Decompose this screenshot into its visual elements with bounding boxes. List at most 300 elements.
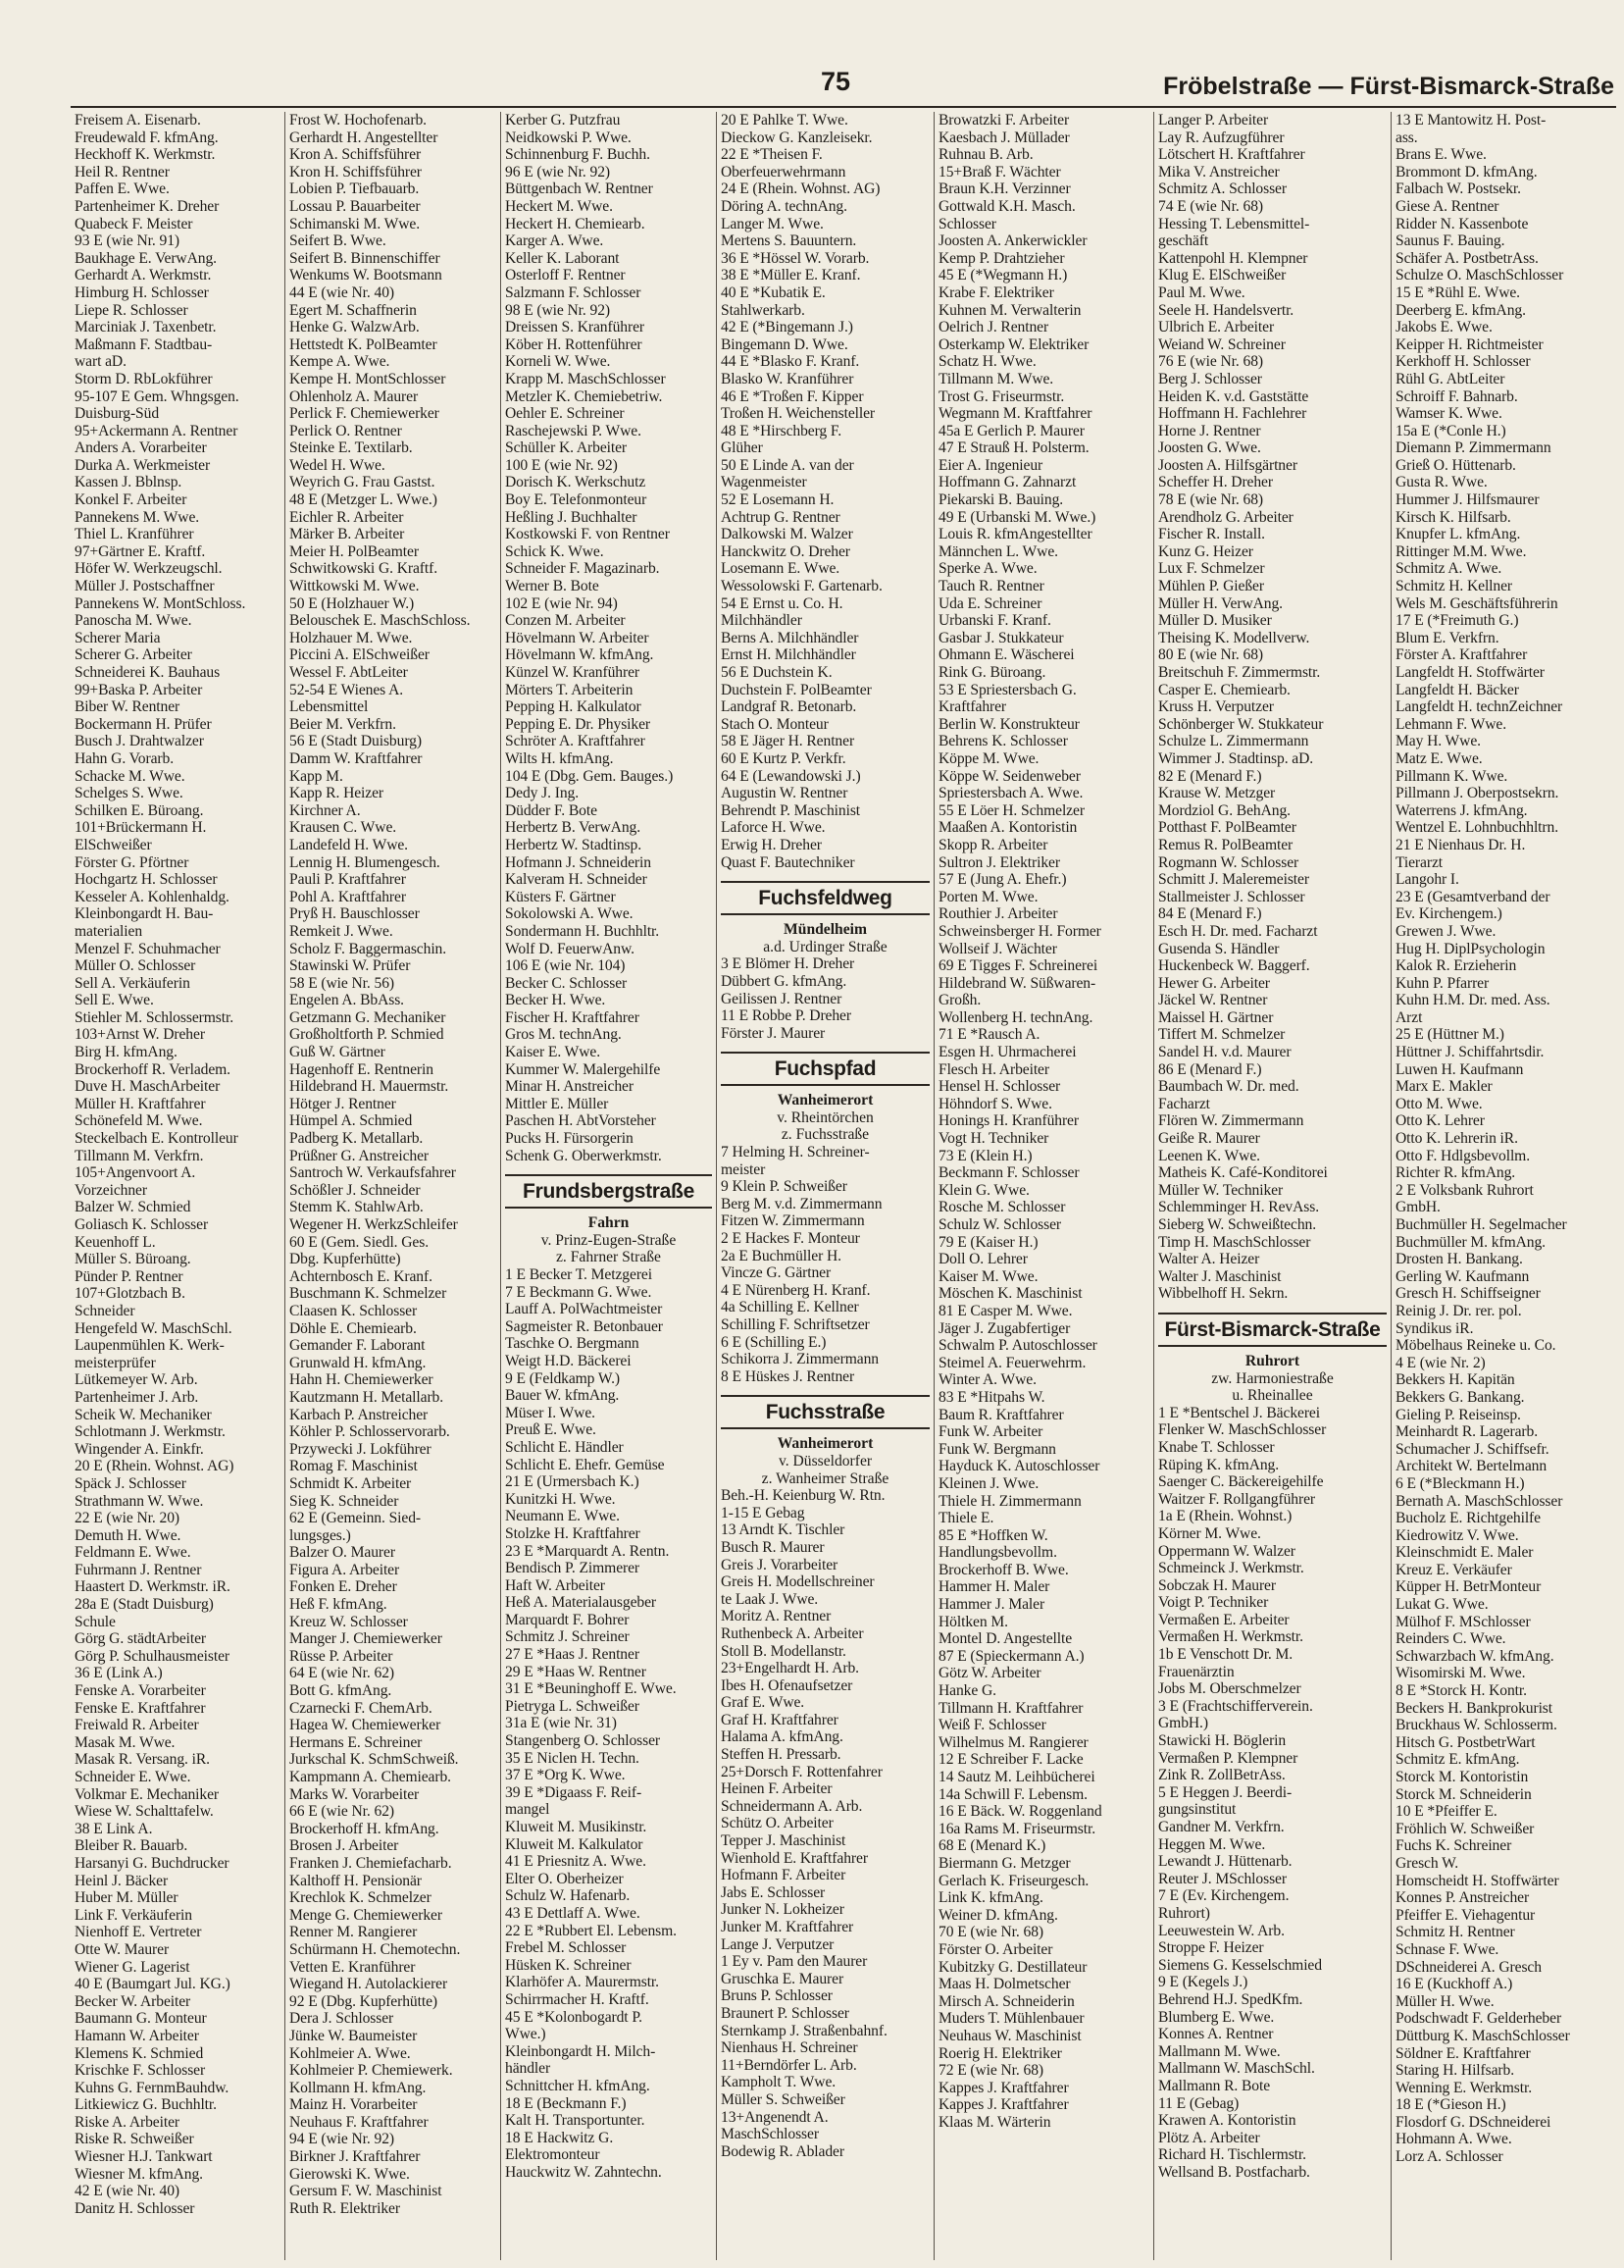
directory-entry: Timp H. MaschSchlosser xyxy=(1158,1233,1311,1251)
directory-entry: 6 E (Schilling E.) xyxy=(721,1333,827,1351)
directory-entry: Biber W. Rentner xyxy=(75,698,180,716)
directory-entry: gungsinstitut xyxy=(1158,1801,1237,1819)
directory-entry: Lobien P. Tiefbauarb. xyxy=(289,180,420,198)
directory-entry: Freudewald F. kfmAng. xyxy=(75,129,219,146)
directory-entry: Erwig H. Dreher xyxy=(721,836,822,853)
directory-entry: Lange J. Verputzer xyxy=(721,1935,835,1953)
directory-entry: Waitzer F. Rollgangführer xyxy=(1158,1490,1315,1508)
directory-entry: Vermaßen P. Klempner xyxy=(1158,1749,1298,1767)
directory-entry: Guß W. Gärtner xyxy=(289,1044,385,1061)
directory-entry: Gruschka E. Maurer xyxy=(721,1970,844,1987)
directory-entry: 36 E (Link A.) xyxy=(75,1665,163,1682)
directory-entry: 10 E *Pfeiffer E. xyxy=(1396,1803,1497,1821)
directory-entry: 22 E *Rubbert El. Lebensm. xyxy=(505,1922,677,1939)
district-name: Fahrn xyxy=(587,1214,630,1232)
directory-entry: Richard H. Tischlermstr. xyxy=(1158,2146,1306,2164)
directory-entry: Flenker W. MaschSchlosser xyxy=(1158,1421,1327,1439)
directory-entry: Klarhöfer A. Maurermstr. xyxy=(505,1974,659,1991)
directory-entry: Tauch R. Rentner xyxy=(939,578,1044,595)
directory-entry: 54 E Ernst u. Co. H. xyxy=(721,594,843,612)
directory-entry: Berg M. v.d. Zimmermann xyxy=(721,1195,883,1212)
directory-entry: 71 E *Rausch A. xyxy=(939,1026,1040,1044)
directory-entry: Mittler E. Müller xyxy=(505,1095,609,1112)
directory-entry: Porten M. Wwe. xyxy=(939,888,1039,905)
directory-entry: Wollenberg H. technAng. xyxy=(939,1008,1093,1026)
directory-entry: Kuhns G. FernmBauhdw. xyxy=(75,2079,229,2096)
page-number: 75 xyxy=(820,67,851,96)
directory-entry: 25+Dorsch F. Rottenfahrer xyxy=(721,1763,883,1780)
directory-entry: 18 E (Beckmann F.) xyxy=(505,2094,627,2112)
directory-entry: Konnes P. Anstreicher xyxy=(1396,1889,1530,1907)
directory-entry: Junker N. Lokheizer xyxy=(721,1901,844,1919)
directory-entry: Figura A. Arbeiter xyxy=(289,1561,400,1578)
directory-entry: Baumann G. Monteur xyxy=(75,2010,207,2028)
directory-entry: Schwitkowski G. Kraftf. xyxy=(289,560,438,578)
directory-entry: Prüßner G. Anstreicher xyxy=(289,1147,430,1164)
directory-entry: 48 E *Hirschberg F. xyxy=(721,422,842,439)
directory-entry: Hagenhoff E. Rentnerin xyxy=(289,1060,433,1078)
directory-entry: Vincze G. Gärtner xyxy=(721,1264,832,1282)
directory-entry: Louis R. kfmAngestellter xyxy=(939,526,1092,543)
directory-entry: Bodewig R. Ablader xyxy=(721,2142,844,2160)
directory-entry: Homscheidt H. Stoffwärter xyxy=(1396,1872,1559,1889)
directory-entry: 17 E (*Freimuth G.) xyxy=(1396,612,1519,630)
directory-entry: te Laak J. Wwe. xyxy=(721,1590,819,1608)
directory-entry: 22 E (wie Nr. 20) xyxy=(75,1510,179,1527)
directory-entry: Duve H. MaschArbeiter xyxy=(75,1078,221,1096)
directory-entry: mangel xyxy=(505,1801,550,1819)
directory-entry: 15 E *Rühl E. Wwe. xyxy=(1396,284,1520,301)
directory-entry: 73 E (Klein H.) xyxy=(939,1147,1033,1164)
directory-entry: Siemens G. Kesselschmied xyxy=(1158,1956,1322,1974)
directory-entry: Troßen H. Weichensteller xyxy=(721,405,876,423)
directory-entry: Ohlenholz A. Maurer xyxy=(289,387,419,405)
directory-entry: Dedy J. Ing. xyxy=(505,785,580,802)
directory-entry: 38 E Link A. xyxy=(75,1820,153,1837)
directory-entry: Görg G. städtArbeiter xyxy=(75,1630,207,1648)
directory-entry: Pietryga L. Schweißer xyxy=(505,1697,639,1715)
directory-entry: Sobczak H. Maurer xyxy=(1158,1576,1276,1594)
directory-entry: Joosten A. Hilfsgärtner xyxy=(1158,456,1297,474)
directory-entry: Elter O. Oberheizer xyxy=(505,1870,624,1887)
directory-entry: Remkeit J. Wwe. xyxy=(289,922,393,940)
directory-entry: Mordziol G. BehAng. xyxy=(1158,801,1291,819)
directory-entry: Hammer H. Maler xyxy=(939,1578,1050,1596)
directory-entry: Browatzki F. Arbeiter xyxy=(939,112,1070,129)
directory-entry: Hessing T. Lebensmittel- xyxy=(1158,215,1310,232)
directory-entry: Quast F. Bautechniker xyxy=(721,853,855,871)
directory-entry: Höhndorf S. Wwe. xyxy=(939,1095,1052,1112)
directory-entry: Thiel L. Kranführer xyxy=(75,526,194,543)
directory-entry: Kerkhoff H. Schlosser xyxy=(1396,353,1531,371)
directory-entry: Schönberger W. Stukkateur xyxy=(1158,715,1324,733)
directory-entry: Wellsand B. Postfacharb. xyxy=(1158,2163,1310,2181)
directory-entry: Joosten G. Wwe. xyxy=(1158,439,1261,457)
directory-column-3 xyxy=(500,112,716,2260)
directory-entry: 83 E *Hitpahs W. xyxy=(939,1388,1045,1406)
directory-entry: 105+Angenvoort A. xyxy=(75,1164,196,1182)
directory-entry: Birg H. kfmAng. xyxy=(75,1044,178,1061)
directory-entry: Feldmann E. Wwe. xyxy=(75,1544,191,1562)
directory-entry: 52 E Losemann H. xyxy=(721,491,835,509)
directory-entry: Müller S. Büroang. xyxy=(75,1251,191,1268)
directory-entry: Hövelmann W. kfmAng. xyxy=(505,646,654,664)
directory-entry: 52-54 E Wienes A. xyxy=(289,681,404,698)
directory-entry: Schweinsberger H. Former xyxy=(939,922,1101,940)
directory-entry: Grewen J. Wwe. xyxy=(1396,922,1497,940)
directory-entry: Wwe.) xyxy=(505,2026,546,2043)
directory-entry: Ruhnau B. Arb. xyxy=(939,146,1034,164)
directory-entry: Kummer W. Malergehilfe xyxy=(505,1060,661,1078)
directory-entry: Casper E. Chemiearb. xyxy=(1158,681,1291,698)
directory-entry: Lehmann F. Wwe. xyxy=(1396,715,1507,733)
directory-entry: Mertens S. Bauuntern. xyxy=(721,232,857,250)
directory-entry: 106 E (wie Nr. 104) xyxy=(505,957,626,975)
directory-entry: Routhier J. Arbeiter xyxy=(939,905,1058,923)
directory-entry: Voigt P. Techniker xyxy=(1158,1594,1269,1612)
directory-entry: Zink R. ZollBetrAss. xyxy=(1158,1767,1286,1784)
directory-entry: Schneider xyxy=(75,1302,135,1319)
directory-entry: Jabs E. Schlosser xyxy=(721,1883,826,1901)
directory-entry: 57 E (Jung A. Ehefr.) xyxy=(939,871,1067,889)
directory-entry: Keipper H. Richtmeister xyxy=(1396,335,1544,353)
directory-entry: Kerber G. Putzfrau xyxy=(505,112,621,129)
directory-entry: Kapp R. Heizer xyxy=(289,785,384,802)
directory-entry: Krause W. Metzger xyxy=(1158,785,1276,802)
directory-entry: Kaesbach J. Müllader xyxy=(939,129,1070,146)
directory-entry: Schule xyxy=(75,1613,116,1630)
directory-entry: Gersum F. W. Maschinist xyxy=(289,2183,442,2200)
directory-entry: Marx E. Makler xyxy=(1396,1078,1493,1096)
directory-entry: Gasbar J. Stukkateur xyxy=(939,629,1064,646)
directory-entry: Fenske E. Kraftfahrer xyxy=(75,1699,206,1717)
directory-entry: Müller S. Schweißer xyxy=(721,2090,845,2108)
directory-entry: Kleinschmidt E. Maler xyxy=(1396,1544,1534,1562)
street-range-note: v. Rheintörchen xyxy=(777,1108,874,1126)
directory-entry: Honings H. Kranführer xyxy=(939,1112,1079,1130)
directory-entry: Laforce H. Wwe. xyxy=(721,819,826,837)
directory-entry: Rüping K. kfmAng. xyxy=(1158,1456,1280,1473)
directory-entry: Oehler E. Schreiner xyxy=(505,405,625,423)
directory-entry: Wiener G. Lagerist xyxy=(75,1958,190,1976)
directory-entry: Riske R. Schweißer xyxy=(75,2131,194,2148)
directory-entry: Stallmeister J. Schlosser xyxy=(1158,888,1305,905)
directory-entry: Ruthenbeck A. Arbeiter xyxy=(721,1624,864,1642)
directory-entry: Schwalm P. Autoschlosser xyxy=(939,1337,1097,1355)
directory-entry: Männchen L. Wwe. xyxy=(939,542,1058,560)
directory-entry: Görg P. Schulhausmeister xyxy=(75,1647,230,1665)
directory-entry: 8 E *Storck H. Kontr. xyxy=(1396,1682,1527,1700)
directory-entry: 76 E (wie Nr. 68) xyxy=(1158,353,1263,371)
directory-entry: Schnittcher H. kfmAng. xyxy=(505,2077,650,2094)
directory-entry: 44 E (wie Nr. 40) xyxy=(289,284,394,301)
directory-entry: Claasen K. Schlosser xyxy=(289,1302,418,1319)
directory-entry: Hanckwitz O. Dreher xyxy=(721,542,850,560)
directory-entry: Maas H. Dolmetscher xyxy=(939,1976,1071,1993)
directory-entry: 18 E (*Gieson H.) xyxy=(1396,2096,1506,2114)
directory-entry: Grunwald H. kfmAng. xyxy=(289,1354,427,1371)
directory-entry: Ernst H. Milchhändler xyxy=(721,646,856,664)
directory-entry: 47 E Strauß H. Polsterm. xyxy=(939,439,1090,457)
directory-entry: 60 E (Gem. Siedl. Ges. xyxy=(289,1233,430,1251)
directory-entry: 3 E (Frachtschifferverein. xyxy=(1158,1697,1313,1715)
directory-entry: Geilissen J. Rentner xyxy=(721,990,842,1007)
directory-entry: Matz E. Wwe. xyxy=(1396,749,1483,767)
directory-entry: Esgen H. Uhrmacherei xyxy=(939,1044,1077,1061)
district-name: Ruhrort xyxy=(1244,1352,1300,1369)
directory-entry: Hohmann A. Wwe. xyxy=(1396,2131,1512,2148)
directory-entry: lungsges.) xyxy=(289,1526,351,1544)
directory-entry: Demuth H. Wwe. xyxy=(75,1526,181,1544)
directory-entry: 25 E (Hüttner M.) xyxy=(1396,1026,1504,1044)
directory-entry: 46 E *Troßen F. Kipper xyxy=(721,387,864,405)
directory-entry: Giese A. Rentner xyxy=(1396,197,1499,215)
directory-entry: Haastert D. Werkmstr. iR. xyxy=(75,1578,230,1596)
directory-entry: Padberg K. Metallarb. xyxy=(289,1130,424,1148)
directory-entry: Moritz A. Rentner xyxy=(721,1608,832,1625)
directory-entry: Handlungsbevollm. xyxy=(939,1544,1057,1562)
directory-entry: Mainz H. Vorarbeiter xyxy=(289,2096,418,2114)
directory-entry: Kluweit M. Kalkulator xyxy=(505,1835,643,1853)
directory-entry: 14 Sautz M. Leihbücherei xyxy=(939,1769,1095,1785)
directory-entry: Müller H. Kraftfahrer xyxy=(75,1095,206,1112)
directory-entry: Schimanski M. Wwe. xyxy=(289,215,421,232)
directory-entry: Kirsch K. Hilfsarb. xyxy=(1396,508,1511,526)
directory-entry: 95+Ackermann A. Rentner xyxy=(75,422,238,439)
directory-entry: Hettstedt K. PolBeamter xyxy=(289,335,437,353)
directory-entry: Beckmann F. Schlosser xyxy=(939,1164,1080,1182)
directory-entry: Lorz A. Schlosser xyxy=(1396,2148,1503,2166)
directory-entry: meister xyxy=(721,1160,766,1178)
directory-entry: Lay R. Aufzugführer xyxy=(1158,129,1285,146)
directory-entry: Boy E. Telefonmonteur xyxy=(505,491,647,509)
directory-entry: Förster O. Arbeiter xyxy=(939,1940,1053,1958)
directory-entry: Diemann P. Zimmermann xyxy=(1396,439,1551,457)
directory-entry: Podschwadt F. Gelderheber xyxy=(1396,2010,1562,2028)
directory-entry: Deerberg E. kfmAng. xyxy=(1396,301,1526,319)
directory-entry: Gerhardt H. Angestellter xyxy=(289,129,438,146)
directory-entry: Frauenärztin xyxy=(1158,1663,1235,1680)
directory-entry: Lauff A. PolWachtmeister xyxy=(505,1301,663,1318)
directory-entry: Santroch W. Verkaufsfahrer xyxy=(289,1164,456,1182)
directory-entry: Keller K. Laborant xyxy=(505,249,620,267)
directory-entry: Joosten A. Ankerwickler xyxy=(939,232,1088,250)
directory-entry: Lewandt J. Hüttenarb. xyxy=(1158,1853,1293,1871)
directory-entry: 3 E Blömer H. Dreher xyxy=(721,955,855,973)
directory-entry: Schulz W. Hafenarb. xyxy=(505,1887,631,1905)
directory-entry: Klein G. Wwe. xyxy=(939,1181,1030,1199)
directory-entry: 29 E *Haas W. Rentner xyxy=(505,1663,646,1680)
directory-entry: Konkel F. Arbeiter xyxy=(75,491,187,509)
directory-entry: Düttburg K. MaschSchlosser xyxy=(1396,2027,1570,2044)
directory-entry: Jurkschal K. SchmSchweiß. xyxy=(289,1751,459,1769)
directory-entry: Fröhlich W. Schweißer xyxy=(1396,1820,1535,1837)
directory-entry: Wentzel E. Lohnbuchhltrn. xyxy=(1396,819,1558,837)
directory-entry: Leeuwestein W. Arb. xyxy=(1158,1922,1285,1939)
directory-entry: 21 E Nienhaus Dr. H. xyxy=(1396,836,1526,853)
directory-entry: May H. Wwe. xyxy=(1396,733,1481,750)
directory-entry: 13 E Mantowitz H. Post- xyxy=(1396,112,1547,129)
directory-entry: Thiele H. Zimmermann xyxy=(939,1492,1082,1510)
directory-entry: Oppermann W. Walzer xyxy=(1158,1542,1295,1560)
directory-entry: Kiedrowitz V. Wwe. xyxy=(1396,1526,1519,1544)
directory-entry: 64 E (Lewandowski J.) xyxy=(721,767,861,785)
directory-entry: Halama A. kfmAng. xyxy=(721,1728,843,1746)
directory-entry: Küpper H. BetrMonteur xyxy=(1396,1578,1542,1596)
directory-entry: Hofmann J. Schneiderin xyxy=(505,853,651,871)
directory-entry: Hengefeld W. MaschSchl. xyxy=(75,1319,232,1337)
directory-entry: Büttgenbach W. Rentner xyxy=(505,180,653,198)
directory-entry: Saunus F. Bauing. xyxy=(1396,232,1505,250)
directory-entry: Vorzeichner xyxy=(75,1181,147,1199)
directory-entry: Vermaßen E. Arbeiter xyxy=(1158,1611,1290,1628)
directory-entry: Steinke E. Textilarb. xyxy=(289,439,413,457)
directory-entry: GmbH. xyxy=(1396,1199,1441,1216)
directory-entry: 13 Arndt K. Tischler xyxy=(721,1521,845,1539)
directory-entry: Klug E. ElSchweißer xyxy=(1158,267,1287,284)
directory-entry: Heßling J. Buchhalter xyxy=(505,508,637,526)
directory-entry: Wittkowski M. Wwe. xyxy=(289,578,420,595)
directory-entry: Schönefeld M. Wwe. xyxy=(75,1112,203,1130)
directory-entry: Hüsken K. Schreiner xyxy=(505,1956,632,1974)
directory-entry: Müller H. VerwAng. xyxy=(1158,594,1283,612)
directory-entry: 16a Rams M. Friseurmstr. xyxy=(939,1820,1096,1837)
directory-entry: Schmitz H. Rentner xyxy=(1396,1924,1515,1941)
directory-entry: Müller H. Wwe. xyxy=(1396,1992,1495,2010)
directory-entry: Frebel M. Schlosser xyxy=(505,1939,627,1957)
directory-entry: Hildebrand H. Mauermstr. xyxy=(289,1078,449,1096)
directory-entry: Beier M. Verkfrn. xyxy=(289,715,396,733)
directory-entry: Krawen A. Kontoristin xyxy=(1158,2112,1296,2130)
directory-entry: Döring A. technAng. xyxy=(721,197,847,215)
directory-entry: 44 E *Blasko F. Kranf. xyxy=(721,353,860,371)
directory-entry: Eichler R. Arbeiter xyxy=(289,508,404,526)
directory-entry: Neumann E. Wwe. xyxy=(505,1508,620,1525)
directory-entry: Stroppe F. Heizer xyxy=(1158,1939,1264,1957)
directory-entry: Sultron J. Elektriker xyxy=(939,853,1060,871)
directory-entry: Wilts H. kfmAng. xyxy=(505,749,614,767)
directory-entry: 5 E Heggen J. Beerdi- xyxy=(1158,1783,1293,1801)
directory-entry: Schößler J. Schneider xyxy=(289,1181,421,1199)
directory-entry: Theising K. Modellverw. xyxy=(1158,629,1310,646)
directory-entry: Potthast F. PolBeamter xyxy=(1158,819,1296,837)
directory-entry: Link F. Verkäuferin xyxy=(75,1906,192,1924)
directory-entry: MaschSchlosser xyxy=(721,2126,819,2143)
directory-entry: Becker C. Schlosser xyxy=(505,974,628,992)
directory-entry: Piekarski B. Bauing. xyxy=(939,491,1064,509)
directory-entry: Bucholz E. Richtgehilfe xyxy=(1396,1510,1541,1527)
directory-entry: Otto K. Lehrerin iR. xyxy=(1396,1130,1518,1148)
directory-entry: Bernath A. MaschSchlosser xyxy=(1396,1492,1563,1510)
directory-entry: 45 E (*Wegmann H.) xyxy=(939,267,1068,284)
directory-entry: Kohlmeier P. Chemiewerk. xyxy=(289,2062,453,2080)
directory-entry: Vetten E. Kranführer xyxy=(289,1958,416,1976)
directory-entry: Behrendt P. Maschinist xyxy=(721,801,861,819)
street-heading: Fürst-Bismarck-Straße xyxy=(1158,1313,1387,1347)
directory-entry: Müser I. Wwe. xyxy=(505,1404,595,1421)
directory-entry: Vogt H. Techniker xyxy=(939,1130,1049,1148)
directory-entry: Kassen J. Bblnsp. xyxy=(75,474,182,491)
directory-entry: Junker M. Kraftfahrer xyxy=(721,1919,854,1935)
directory-entry: Strathmann W. Wwe. xyxy=(75,1492,204,1510)
directory-entry: Steimel A. Feuerwehrm. xyxy=(939,1354,1087,1371)
directory-entry: Heiden K. v.d. Gaststätte xyxy=(1158,387,1309,405)
directory-entry: Kautzmann H. Metallarb. xyxy=(289,1388,444,1406)
directory-entry: Lebensmittel xyxy=(289,698,369,716)
directory-entry: Geiße R. Maurer xyxy=(1158,1130,1260,1148)
directory-entry: Conzen M. Arbeiter xyxy=(505,612,626,630)
directory-entry: Achternbosch E. Kranf. xyxy=(289,1267,432,1285)
directory-entry: Kleinbongardt H. Bau- xyxy=(75,905,214,923)
district-name: Mündelheim xyxy=(784,921,867,939)
directory-entry: Jünke W. Baumeister xyxy=(289,2027,418,2044)
directory-entry: Wagenmeister xyxy=(721,474,807,491)
directory-entry: Preuß E. Wwe. xyxy=(505,1421,596,1439)
directory-entry: 84 E (Menard F.) xyxy=(1158,905,1262,923)
directory-entry: Ruth R. Elektriker xyxy=(289,2199,400,2217)
directory-entry: Hamann W. Arbeiter xyxy=(75,2027,199,2044)
directory-entry: Kappes J. Kraftfahrer xyxy=(939,2079,1069,2096)
directory-entry: 7 Helming H. Schreiner- xyxy=(721,1144,870,1161)
directory-entry: 7 E (Ev. Kirchengem. xyxy=(1158,1887,1290,1905)
directory-entry: Landefeld H. Wwe. xyxy=(289,836,408,853)
directory-entry: Sternkamp J. Straßenbahnf. xyxy=(721,2022,888,2039)
directory-entry: Dbg. Kupferhütte) xyxy=(289,1251,401,1268)
directory-entry: Buchmüller H. Segelmacher xyxy=(1396,1216,1567,1233)
directory-entry: Funk W. Arbeiter xyxy=(939,1423,1043,1441)
directory-entry: Menzel F. Schuhmacher xyxy=(75,940,221,957)
directory-entry: Kohlmeier A. Wwe. xyxy=(289,2044,411,2062)
directory-entry: Fonken E. Dreher xyxy=(289,1578,397,1596)
directory-entry: Getzmann G. Mechaniker xyxy=(289,1008,446,1026)
directory-entry: Gusenda S. Händler xyxy=(1158,940,1280,957)
directory-entry: Klemens K. Schmied xyxy=(75,2044,204,2062)
directory-entry: Behrend H.J. SpedKfm. xyxy=(1158,1990,1303,2008)
header-rule xyxy=(71,106,1616,108)
directory-entry: Brockerhoff R. Verladem. xyxy=(75,1060,230,1078)
directory-entry: Muders T. Mühlenbauer xyxy=(939,2010,1085,2028)
directory-entry: Kunitzki H. Wwe. xyxy=(505,1490,616,1508)
directory-entry: Götz W. Arbeiter xyxy=(939,1665,1041,1682)
directory-entry: Schmidt K. Arbeiter xyxy=(289,1474,412,1492)
directory-entry: Hummer J. Hilfsmaurer xyxy=(1396,491,1540,509)
directory-entry: Wiese W. Schalttafelw. xyxy=(75,1803,214,1821)
directory-entry: Späck J. Schlosser xyxy=(75,1474,186,1492)
directory-entry: Dorisch K. Werkschutz xyxy=(505,474,646,491)
directory-entry: Oelrich J. Rentner xyxy=(939,319,1049,336)
directory-entry: 74 E (wie Nr. 68) xyxy=(1158,197,1263,215)
directory-entry: Breitschuh F. Zimmermstr. xyxy=(1158,664,1321,681)
directory-entry: Maßmann F. Stadtbau- xyxy=(75,335,213,353)
directory-entry: Klaas M. Wärterin xyxy=(939,2113,1051,2131)
directory-entry: Schenk G. Oberwerkmstr. xyxy=(505,1147,662,1164)
directory-entry: Karger A. Wwe. xyxy=(505,232,604,250)
directory-entry: 98 E (wie Nr. 92) xyxy=(505,301,610,319)
directory-entry: Jobs M. Oberschmelzer xyxy=(1158,1680,1301,1698)
directory-entry: Wegener H. WerkzSchleifer xyxy=(289,1216,458,1233)
directory-entry: 1-15 E Gebag xyxy=(721,1504,805,1521)
directory-entry: Baum R. Kraftfahrer xyxy=(939,1406,1064,1423)
directory-entry: Grieß O. Hüttenarb. xyxy=(1396,456,1516,474)
directory-entry: Damm W. Kraftfahrer xyxy=(289,749,423,767)
directory-entry: Panoscha M. Wwe. xyxy=(75,612,192,630)
directory-entry: Scholz F. Baggermaschin. xyxy=(289,940,447,957)
directory-entry: Berlin W. Konstrukteur xyxy=(939,715,1080,733)
directory-entry: Marks W. Vorarbeiter xyxy=(289,1785,420,1803)
directory-entry: Gandner M. Verkfrn. xyxy=(1158,1819,1285,1835)
directory-entry: Kreuz E. Verkäufer xyxy=(1396,1561,1512,1578)
directory-entry: 41 E Priesnitz A. Wwe. xyxy=(505,1853,646,1871)
